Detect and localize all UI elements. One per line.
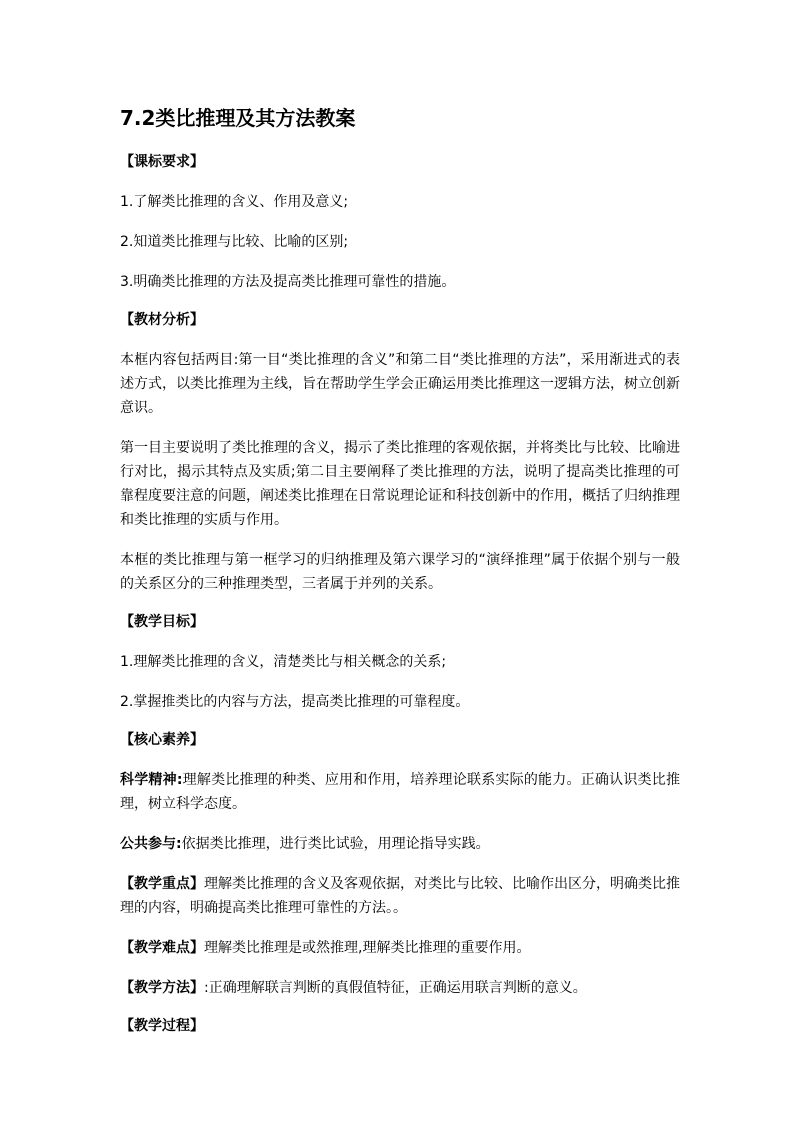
- difficulties-text: 理解类比推理是或然推理,理解类比推理的重要作用。: [204, 940, 531, 956]
- analysis-paragraph-1: 本框内容包括两目:第一目“类比推理的含义”和第二目“类比推理的方法”，采用渐进式的表述方式，以类比推理为主线，旨在帮助学生学会正确运用类比推理这一逻辑方法，树立创新意识。: [120, 352, 680, 416]
- public-participation-text: 依据类比推理，进行类比试验，用理论指导实践。: [181, 836, 490, 852]
- objectives-item-1: 1.理解类比推理的含义，清楚类比与相关概念的关系;: [120, 654, 447, 670]
- analysis-paragraph-3: 本框的类比推理与第一框学习的归纳推理及第六课学习的“演绎推理”属于依据个别与一般的关系区分的三种推理类型，三者属于并列的关系。: [120, 552, 680, 592]
- key-points-text: 理解类比推理的含义及客观依据，对类比与比较、比喻作出区分，明确类比推理的内容，明确提高类比推理可靠性的方法。。: [120, 876, 680, 916]
- analysis-heading: 【教材分析】: [120, 312, 204, 328]
- curriculum-heading: 【课标要求】: [120, 154, 204, 170]
- difficulties-label: 【教学难点】: [120, 940, 204, 956]
- science-spirit-paragraph: [120, 768, 680, 816]
- analysis-paragraph-2: 第一目主要说明了类比推理的含义，揭示了类比推理的客观依据，并将类比与比较、比喻进行对比，揭示其特点及实质;第二目主要阐释了类比推理的方法，说明了提高类比推理的可靠程度要注意的问题，阐述类比推理在日常说理论证和科技创新中的作用，概括了归纳推理和类比推理的实质与作用。: [120, 440, 680, 528]
- key-points-paragraph: [120, 872, 680, 920]
- methods-label: 【教学方法】: [120, 980, 204, 996]
- literacy-heading: 【核心素养】: [120, 732, 204, 748]
- curriculum-item-3: 3.明确类比推理的方法及提高类比推理可靠性的措施。: [120, 274, 456, 290]
- methods-paragraph: [120, 976, 680, 1000]
- document-title: 7.2类比推理及其方法教案: [120, 106, 356, 130]
- difficulties-paragraph: [120, 936, 680, 960]
- public-participation-label: 公共参与:: [120, 836, 182, 852]
- public-participation-paragraph: [120, 832, 680, 856]
- methods-text: :正确理解联言判断的真假值特征，正确运用联言判断的意义。: [204, 980, 587, 996]
- curriculum-item-2: 2.知道类比推理与比较、比喻的区别;: [120, 234, 349, 250]
- curriculum-item-1: 1.了解类比推理的含义、作用及意义;: [120, 194, 349, 210]
- science-spirit-label: 科学精神:: [120, 772, 183, 788]
- science-spirit-text: 理解类比推理的种类、应用和作用，培养理论联系实际的能力。正确认识类比推理，树立科学态度。: [120, 772, 680, 812]
- objectives-heading: 【教学目标】: [120, 614, 204, 630]
- process-heading: 【教学过程】: [120, 1018, 204, 1034]
- key-points-label: 【教学重点】: [120, 876, 204, 892]
- document-page: [120, 104, 680, 1054]
- objectives-item-2: 2.掌握推类比的内容与方法，提高类比推理的可靠程度。: [120, 694, 470, 710]
